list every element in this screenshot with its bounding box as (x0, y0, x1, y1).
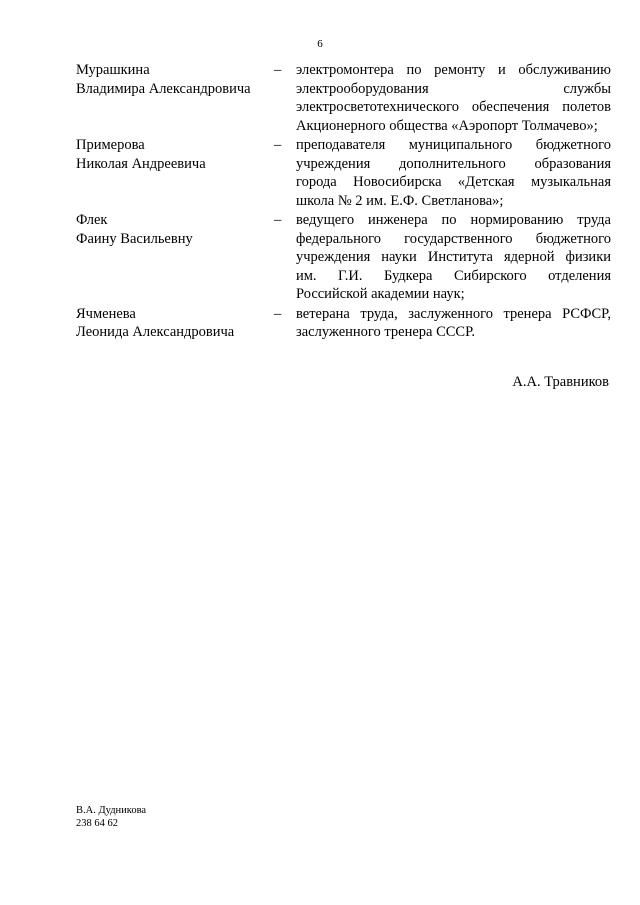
description-line: им. Г.И. Будкера Сибирского отделения (296, 267, 611, 284)
executor-block (76, 804, 146, 830)
description-line: города Новосибирска «Детская музыкальная (296, 174, 611, 190)
person-description (296, 211, 611, 304)
list-item (76, 136, 611, 210)
description-line: электросветотехнического обеспечения полетов (296, 99, 611, 115)
dash-separator: – (274, 62, 282, 78)
person-name (76, 211, 274, 248)
description-line: заслуженного тренера СССР. (296, 324, 475, 340)
person-name (76, 305, 274, 342)
page-number: 6 (317, 38, 323, 50)
signature-name: А.А. Травников (512, 374, 609, 390)
description-line: электрооборудования службы (296, 80, 611, 97)
description-line: Акционерного общества «Аэропорт Толмачево»; (296, 117, 598, 134)
description-line: учреждения дополнительного образования (296, 155, 611, 172)
dash-separator: – (274, 137, 282, 153)
person-given-name: Владимира Александровича (76, 80, 251, 97)
person-given-name: Николая Андреевича (76, 155, 206, 172)
dash-separator: – (274, 305, 282, 322)
person-description (296, 61, 611, 135)
person-given-name: Леонида Александровича (76, 324, 235, 340)
award-list (76, 61, 611, 343)
executor-name: В.А. Дудникова (76, 805, 147, 816)
description-line: преподавателя муниципального бюджетного (296, 137, 611, 153)
person-given-name: Фаину Васильевну (76, 230, 193, 247)
description-line: ведущего инженера по нормированию труда (296, 212, 611, 228)
person-surname: Мурашкина (76, 62, 150, 78)
description-line: Российской академии наук; (296, 286, 465, 302)
description-line: школа № 2 им. Е.Ф. Светланова»; (296, 192, 504, 209)
person-name (76, 136, 274, 173)
person-description (296, 136, 611, 210)
description-line: ветерана труда, заслуженного тренера РСФСР, (296, 305, 611, 322)
dash-separator: – (274, 212, 282, 228)
person-surname: Ячменева (76, 305, 136, 322)
executor-phone: 238 64 62 (76, 818, 118, 829)
person-name (76, 61, 274, 98)
description-line: федерального государственного бюджетного (296, 230, 611, 247)
person-description (296, 305, 611, 342)
person-surname: Примерова (76, 137, 145, 153)
person-surname: Флек (76, 212, 108, 228)
description-line: электромонтера по ремонту и обслуживанию (296, 62, 611, 78)
description-line: учреждения науки Института ядерной физики (296, 249, 611, 265)
list-item (76, 211, 611, 304)
list-item (76, 305, 611, 342)
list-item (76, 61, 611, 135)
